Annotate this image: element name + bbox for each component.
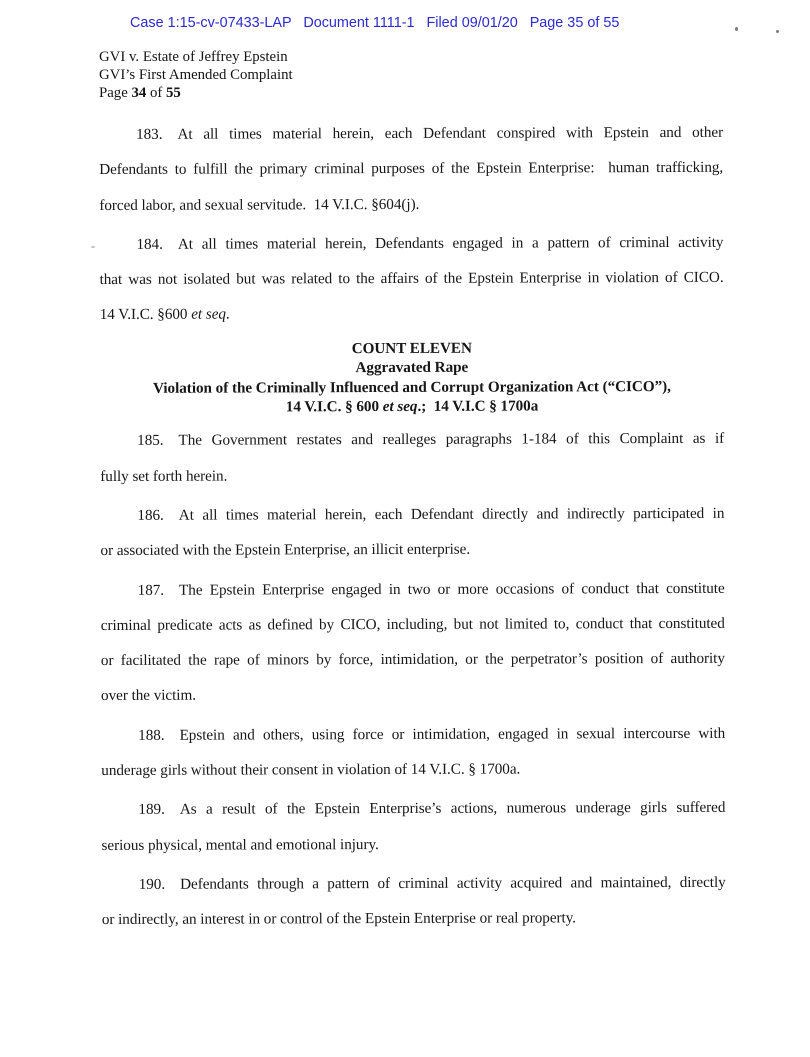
et-seq-italic: et seq bbox=[191, 306, 226, 324]
citation-text: .; 14 V.I.C § 1700a bbox=[417, 397, 539, 415]
paragraph-text: The Epstein Enterprise engaged in two or more occasions of conduct that constitute bbox=[179, 579, 725, 599]
paragraph-line bbox=[102, 865, 726, 902]
paragraph-line bbox=[100, 295, 724, 332]
citation-text: 14 V.I.C. § 600 bbox=[285, 398, 383, 416]
paragraph-line bbox=[100, 496, 724, 533]
paragraph-number: 183. bbox=[136, 125, 163, 143]
page-label-pre: Page bbox=[99, 85, 132, 102]
paragraph-number: 188. bbox=[138, 726, 165, 744]
paragraph-187 bbox=[101, 570, 725, 713]
et-seq-italic: et seq bbox=[382, 397, 418, 416]
paragraph-line: or facilitated the rape of minors by force, intimidation, or the perpetrator’s position of authority bbox=[100, 650, 725, 670]
paragraph-line bbox=[100, 421, 724, 458]
paragraph-185 bbox=[100, 421, 724, 494]
paragraph-text: At all times material herein, each Defendant directly and indirectly participated in bbox=[178, 504, 725, 524]
paragraph-line: underage girls without their consent in violation of 14 V.I.C. § 1700a. bbox=[101, 760, 521, 780]
document-info-block bbox=[99, 48, 293, 103]
paragraph-line: or associated with the Epstein Enterprise, an illicit enterprise. bbox=[100, 541, 471, 560]
paragraph-number: 189. bbox=[138, 801, 165, 819]
citation-text: 14 V.I.C. §600 bbox=[99, 306, 192, 324]
paragraph-183 bbox=[99, 115, 723, 223]
count-heading-subtitle: Aggravated Rape bbox=[355, 358, 469, 377]
count-heading-statute: Violation of the Criminally Influenced and Corrupt Organization Act (“CICO”), bbox=[152, 377, 671, 397]
paragraph-line: over the victim. bbox=[100, 687, 197, 705]
case-stamp-header: Case 1:15-cv-07433-LAP Document 1111-1 Filed 09/01/20 Page 35 of 55 bbox=[130, 15, 620, 31]
document-title: GVI’s First Amended Complaint bbox=[99, 67, 293, 84]
paragraph-line bbox=[99, 225, 723, 262]
scan-artifact-dot bbox=[776, 30, 779, 33]
paragraph-line: forced labor, and sexual servitude. 14 V.I.C. §604(j). bbox=[99, 195, 420, 214]
paragraph-189 bbox=[101, 790, 725, 863]
complaint-body bbox=[99, 115, 726, 938]
paragraph-text: Epstein and others, using force or intimidation, engaged in sexual intercourse with bbox=[179, 724, 726, 744]
paragraph-184 bbox=[99, 225, 723, 333]
count-eleven-heading bbox=[100, 338, 724, 418]
page-number-line bbox=[99, 84, 293, 102]
paragraph-number: 184. bbox=[136, 235, 163, 253]
paragraph-text: At all times material herein, each Defendant conspired with Epstein and other bbox=[177, 123, 724, 143]
scan-artifact-smudge bbox=[91, 246, 95, 248]
paragraph-text: As a result of the Epstein Enterprise’s actions, numerous underage girls suffered bbox=[179, 799, 726, 819]
paragraph-number: 190. bbox=[138, 875, 166, 893]
case-title: GVI v. Estate of Jeffrey Epstein bbox=[99, 49, 288, 65]
count-heading-citation bbox=[100, 396, 724, 418]
page-number-current: 34 bbox=[131, 85, 147, 102]
paragraph-line: fully set forth herein. bbox=[100, 467, 228, 485]
citation-text: . bbox=[225, 306, 230, 324]
page-number-total: 55 bbox=[166, 85, 181, 102]
paragraph-text: Defendants through a pattern of criminal activity acquired and maintained, directly bbox=[180, 873, 726, 893]
page-label-mid: of bbox=[146, 85, 166, 102]
paragraph-line: serious physical, mental and emotional injury. bbox=[101, 835, 379, 854]
paragraph-line: criminal predicate acts as defined by CICO, including, but not limited to, conduct that constituted bbox=[100, 614, 725, 634]
paragraph-line: Defendants to fulfill the primary criminal purposes of the Epstein Enterprise: human trafficking, bbox=[99, 159, 724, 179]
paragraph-186 bbox=[100, 496, 724, 569]
paragraph-number: 186. bbox=[137, 506, 164, 524]
paragraph-line bbox=[99, 115, 723, 152]
paragraph-line: that was not isolated but was related to the affairs of the Epstein Enterprise in violation of CICO. bbox=[99, 269, 724, 289]
paragraph-number: 187. bbox=[137, 581, 165, 599]
paragraph-text: At all times material herein, Defendants engaged in a pattern of criminal activity bbox=[177, 233, 724, 253]
paragraph-line: or indirectly, an interest in or control of the Epstein Enterprise or real property. bbox=[101, 909, 577, 929]
paragraph-line bbox=[101, 790, 725, 827]
scan-artifact-dot bbox=[735, 27, 738, 31]
paragraph-188 bbox=[101, 716, 725, 789]
paragraph-text: The Government restates and realleges paragraphs 1-184 of this Complaint as if bbox=[178, 430, 725, 450]
paragraph-line bbox=[101, 570, 725, 607]
paragraph-line bbox=[101, 716, 725, 753]
paragraph-number: 185. bbox=[137, 432, 164, 450]
paragraph-190 bbox=[102, 865, 726, 938]
count-heading-title: COUNT ELEVEN bbox=[351, 339, 472, 357]
